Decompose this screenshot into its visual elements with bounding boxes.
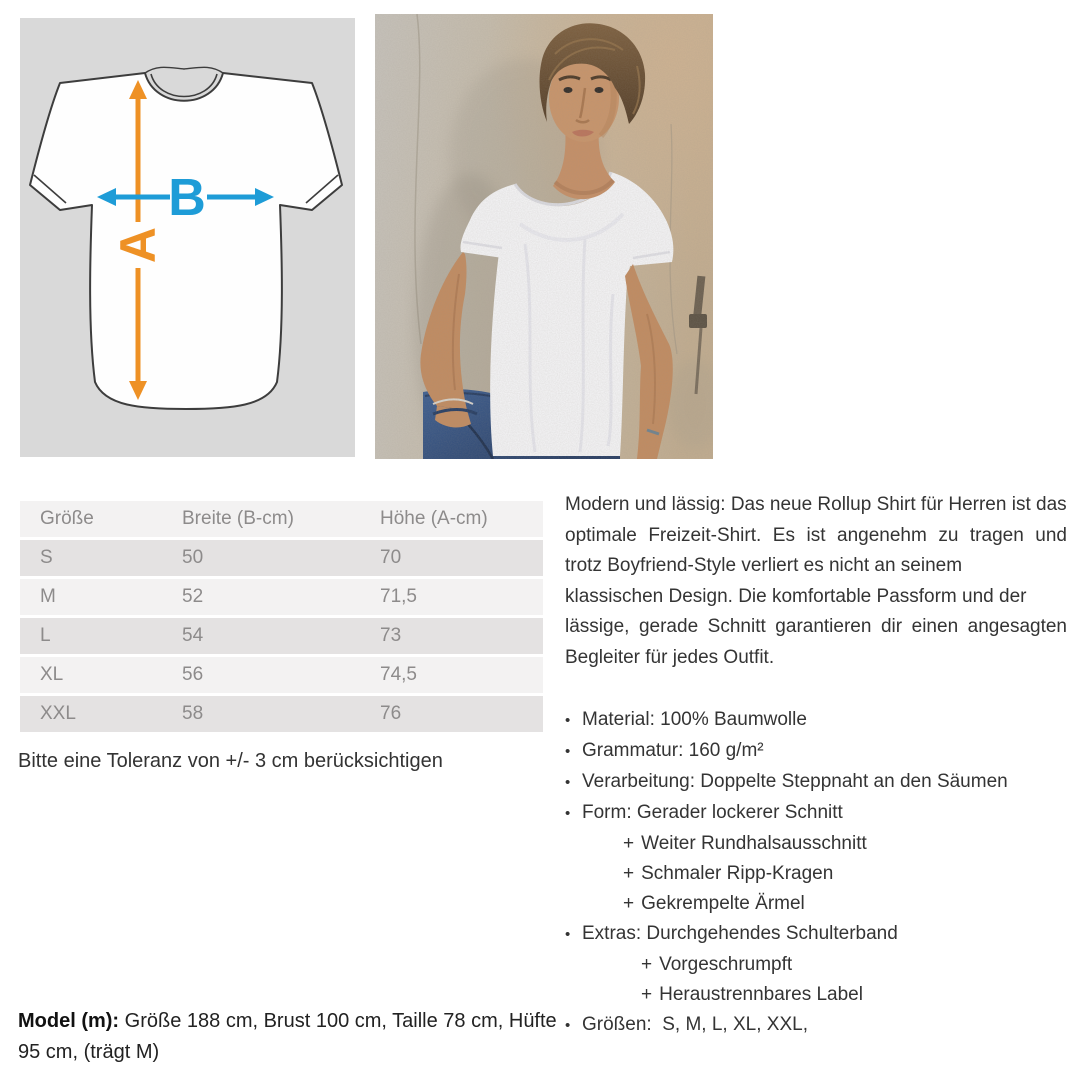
plus-marker: + (623, 893, 635, 914)
width-cell: 58 (182, 703, 204, 724)
bullet-marker: • (565, 774, 571, 791)
tshirt-measurement-diagram (20, 18, 355, 457)
plus-marker: + (641, 954, 653, 975)
tshirt-outline (30, 67, 342, 409)
model-info-text: Größe 188 cm, Brust 100 cm, Taille 78 cm, Hüfte 95 cm, (trägt M) (18, 1010, 557, 1063)
collar-back-line (145, 67, 223, 73)
description-line: lässige, gerade Schnitt garantieren dir einen angesagten (565, 616, 1067, 637)
size-cell: M (40, 586, 56, 607)
bullet-marker: • (565, 712, 571, 729)
size-cell: S (40, 547, 53, 568)
feature-item: • Verarbeitung: Doppelte Steppnaht an den Säumen (565, 767, 1067, 798)
table-row (20, 696, 543, 732)
bullet-marker: • (565, 926, 571, 943)
height-cell: 73 (380, 625, 402, 646)
tolerance-note: Bitte eine Toleranz von +/- 3 cm berücksichtigen (18, 750, 443, 772)
feature-item: • Grammatur: 160 g/m² (565, 736, 1067, 767)
feature-subitem: + Weiter Rundhalsausschnitt (565, 829, 1067, 859)
model-info-label: Model (m): (18, 1010, 120, 1032)
measurement-a-label: A (110, 226, 166, 264)
plus-marker: + (641, 984, 653, 1005)
description-line: Modern und lässig: Das neue Rollup Shirt für Herren ist das (565, 494, 1067, 515)
description-line: optimale Freizeit-Shirt. Es ist angenehm zu tragen und (565, 524, 1067, 546)
table-row (20, 579, 543, 615)
size-cell: XXL (40, 703, 76, 724)
height-cell: 70 (380, 547, 402, 568)
bullet-marker: • (565, 743, 571, 760)
bullet-marker: • (565, 805, 571, 822)
size-diagram-panel (20, 18, 355, 457)
description-line: Begleiter für jedes Outfit. (565, 646, 775, 668)
feature-item: • Material: 100% Baumwolle (565, 705, 1067, 736)
description-line: klassischen Design. Die komfortable Passform und der (565, 585, 1027, 607)
feature-item: • Größen: S, M, L, XL, XXL, (565, 1010, 1067, 1041)
width-cell: 56 (182, 664, 204, 685)
bullet-marker: • (565, 1017, 571, 1034)
feature-subitem: + Gekrempelte Ärmel (565, 889, 1067, 919)
table-row (20, 618, 543, 654)
feature-subitem: + Heraustrennbares Label (565, 980, 1067, 1010)
height-cell: 71,5 (380, 586, 417, 607)
col-header-width: Breite (B-cm) (182, 508, 294, 529)
table-row (20, 657, 543, 693)
photo-grain-texture (375, 14, 713, 459)
product-description (565, 490, 1067, 1041)
size-cell: XL (40, 664, 64, 685)
size-cell: L (40, 625, 51, 646)
feature-item: • Form: Gerader lockerer Schnitt (565, 798, 1067, 829)
col-header-size: Größe (40, 508, 94, 529)
width-cell: 52 (182, 586, 204, 607)
feature-subitem: + Vorgeschrumpft (565, 950, 1067, 980)
plus-marker: + (623, 863, 635, 884)
height-cell: 74,5 (380, 664, 417, 685)
feature-subitem: + Schmaler Ripp-Kragen (565, 859, 1067, 889)
size-table-header-row (20, 501, 543, 537)
model-photo (375, 14, 713, 459)
width-cell: 50 (182, 547, 204, 568)
description-line: trotz Boyfriend-Style verliert es nicht an seinem (565, 555, 963, 576)
collar-inner-line (151, 74, 217, 97)
col-header-height: Höhe (A-cm) (380, 508, 488, 529)
model-info (18, 1006, 560, 1068)
model-photo-illustration (375, 14, 713, 459)
measurement-b-label: B (168, 169, 206, 227)
feature-list (565, 705, 1067, 1041)
size-table (20, 498, 543, 735)
height-cell: 76 (380, 703, 402, 724)
plus-marker: + (623, 833, 635, 854)
feature-item: • Extras: Durchgehendes Schulterband (565, 919, 1067, 950)
width-cell: 54 (182, 625, 204, 646)
table-row (20, 540, 543, 576)
